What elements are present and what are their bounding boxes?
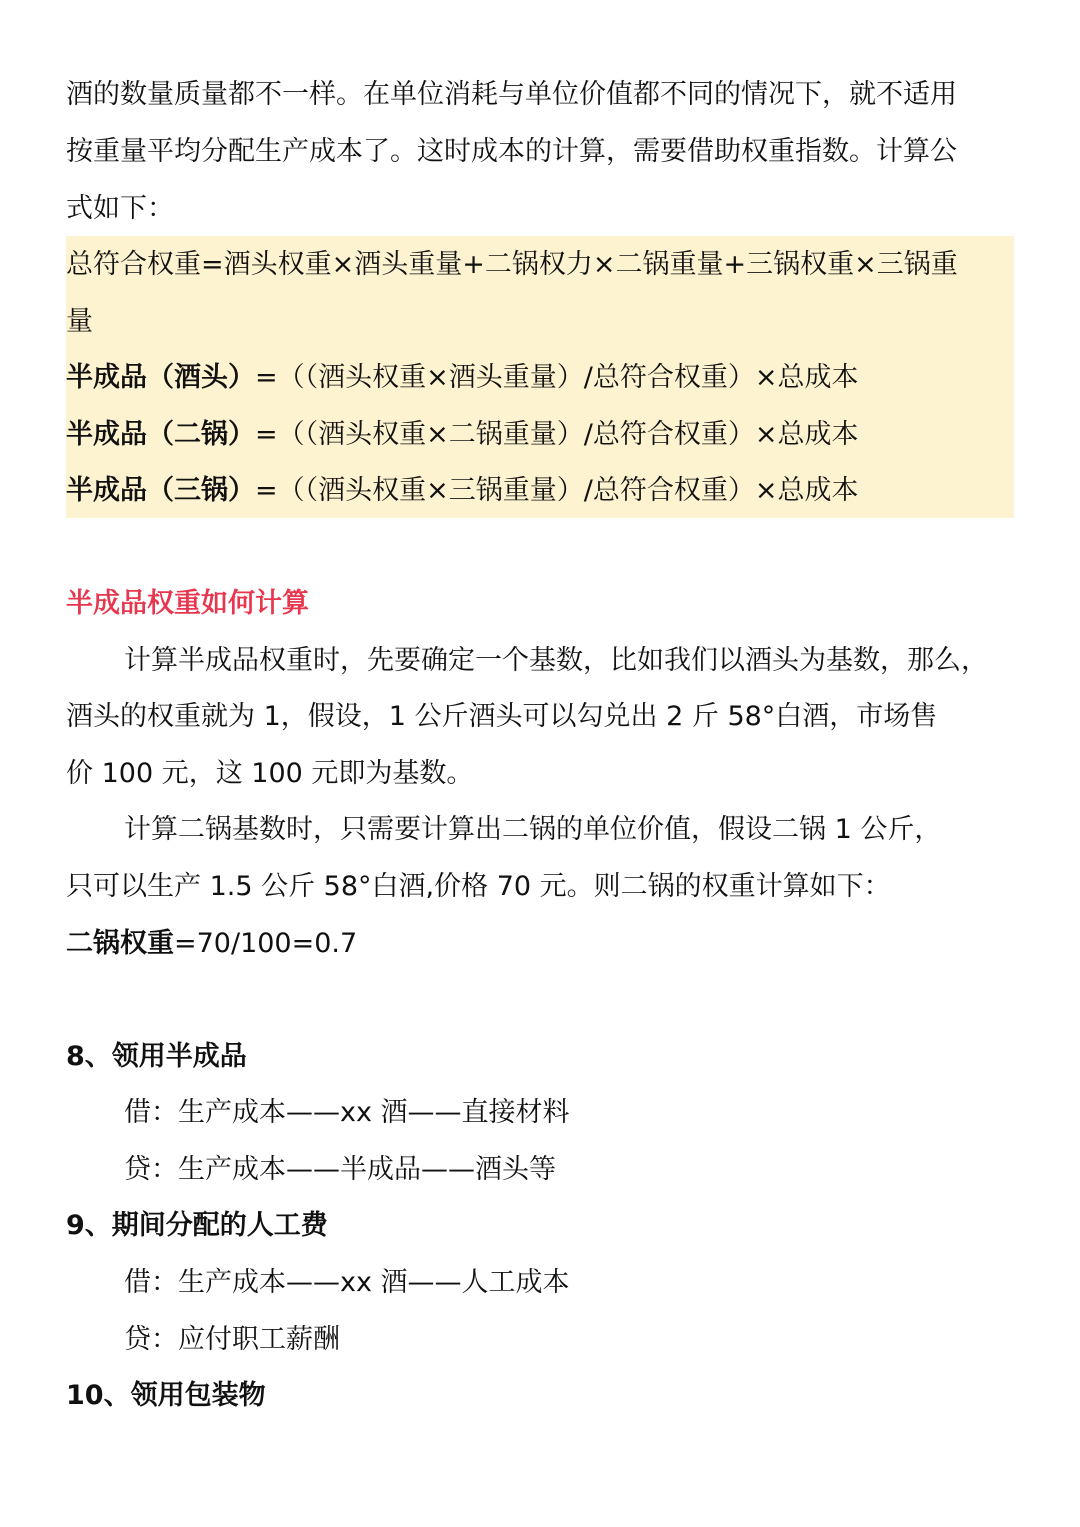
second-pot-weight-result: [66, 915, 357, 972]
weight-para2-line-1: 计算二锅基数时，只需要计算出二锅的单位价值，假设二锅 1 公斤，: [124, 814, 942, 845]
intro-line-1: 酒的数量质量都不一样。在单位消耗与单位价值都不同的情况下，就不适用: [66, 79, 957, 110]
entry-title-9: 9、期间分配的人工费: [66, 1210, 328, 1241]
entry-9-debit: 借：生产成本——xx 酒——人工成本: [124, 1267, 570, 1298]
formula-item-label: 半成品（酒头）: [66, 362, 255, 393]
weight-para1-line-2: 酒头的权重就为 1，假设，1 公斤酒头可以勾兑出 2 斤 58°白酒，市场售: [66, 701, 938, 732]
weight-para2-line-2: 只可以生产 1.5 公斤 58°白酒,价格 70 元。则二锅的权重计算如下：: [66, 871, 891, 902]
weight-para1-line-1: 计算半成品权重时，先要确定一个基数，比如我们以酒头为基数，那么，: [124, 645, 988, 676]
formula-item-label: 半成品（三锅）: [66, 475, 255, 506]
entry-8-debit: 借：生产成本——xx 酒——直接材料: [124, 1097, 570, 1128]
intro-line-3: 式如下：: [66, 193, 174, 224]
entry-title-8: 8、领用半成品: [66, 1041, 247, 1072]
result-value: =70/100=0.7: [174, 928, 358, 959]
entry-9-credit: 贷：应付职工薪酬: [124, 1324, 340, 1355]
result-label: 二锅权重: [66, 928, 174, 959]
entry-8-credit: 贷：生产成本——半成品——酒头等: [124, 1154, 556, 1185]
section-heading-weight: 半成品权重如何计算: [66, 588, 309, 619]
total-weight-formula-line-1: 总符合权重=酒头权重×酒头重量+二锅权力×二锅重量+三锅权重×三锅重: [66, 249, 958, 280]
formula-item-expression: =（（酒头权重×三锅重量）/总符合权重）×总成本: [255, 475, 859, 506]
formula-item-third-pot: [66, 462, 858, 519]
formula-item-expression: =（（酒头权重×酒头重量）/总符合权重）×总成本: [255, 362, 859, 393]
formula-item-second-pot: [66, 406, 858, 463]
weight-para1-line-3: 价 100 元，这 100 元即为基数。: [66, 758, 474, 789]
formula-item-expression: =（（酒头权重×二锅重量）/总符合权重）×总成本: [255, 419, 859, 450]
total-weight-formula-line-2: 量: [66, 306, 93, 337]
formula-item-label: 半成品（二锅）: [66, 419, 255, 450]
entry-title-10: 10、领用包装物: [66, 1380, 266, 1411]
formula-item-head: [66, 349, 858, 406]
intro-line-2: 按重量平均分配生产成本了。这时成本的计算，需要借助权重指数。计算公: [66, 136, 957, 167]
